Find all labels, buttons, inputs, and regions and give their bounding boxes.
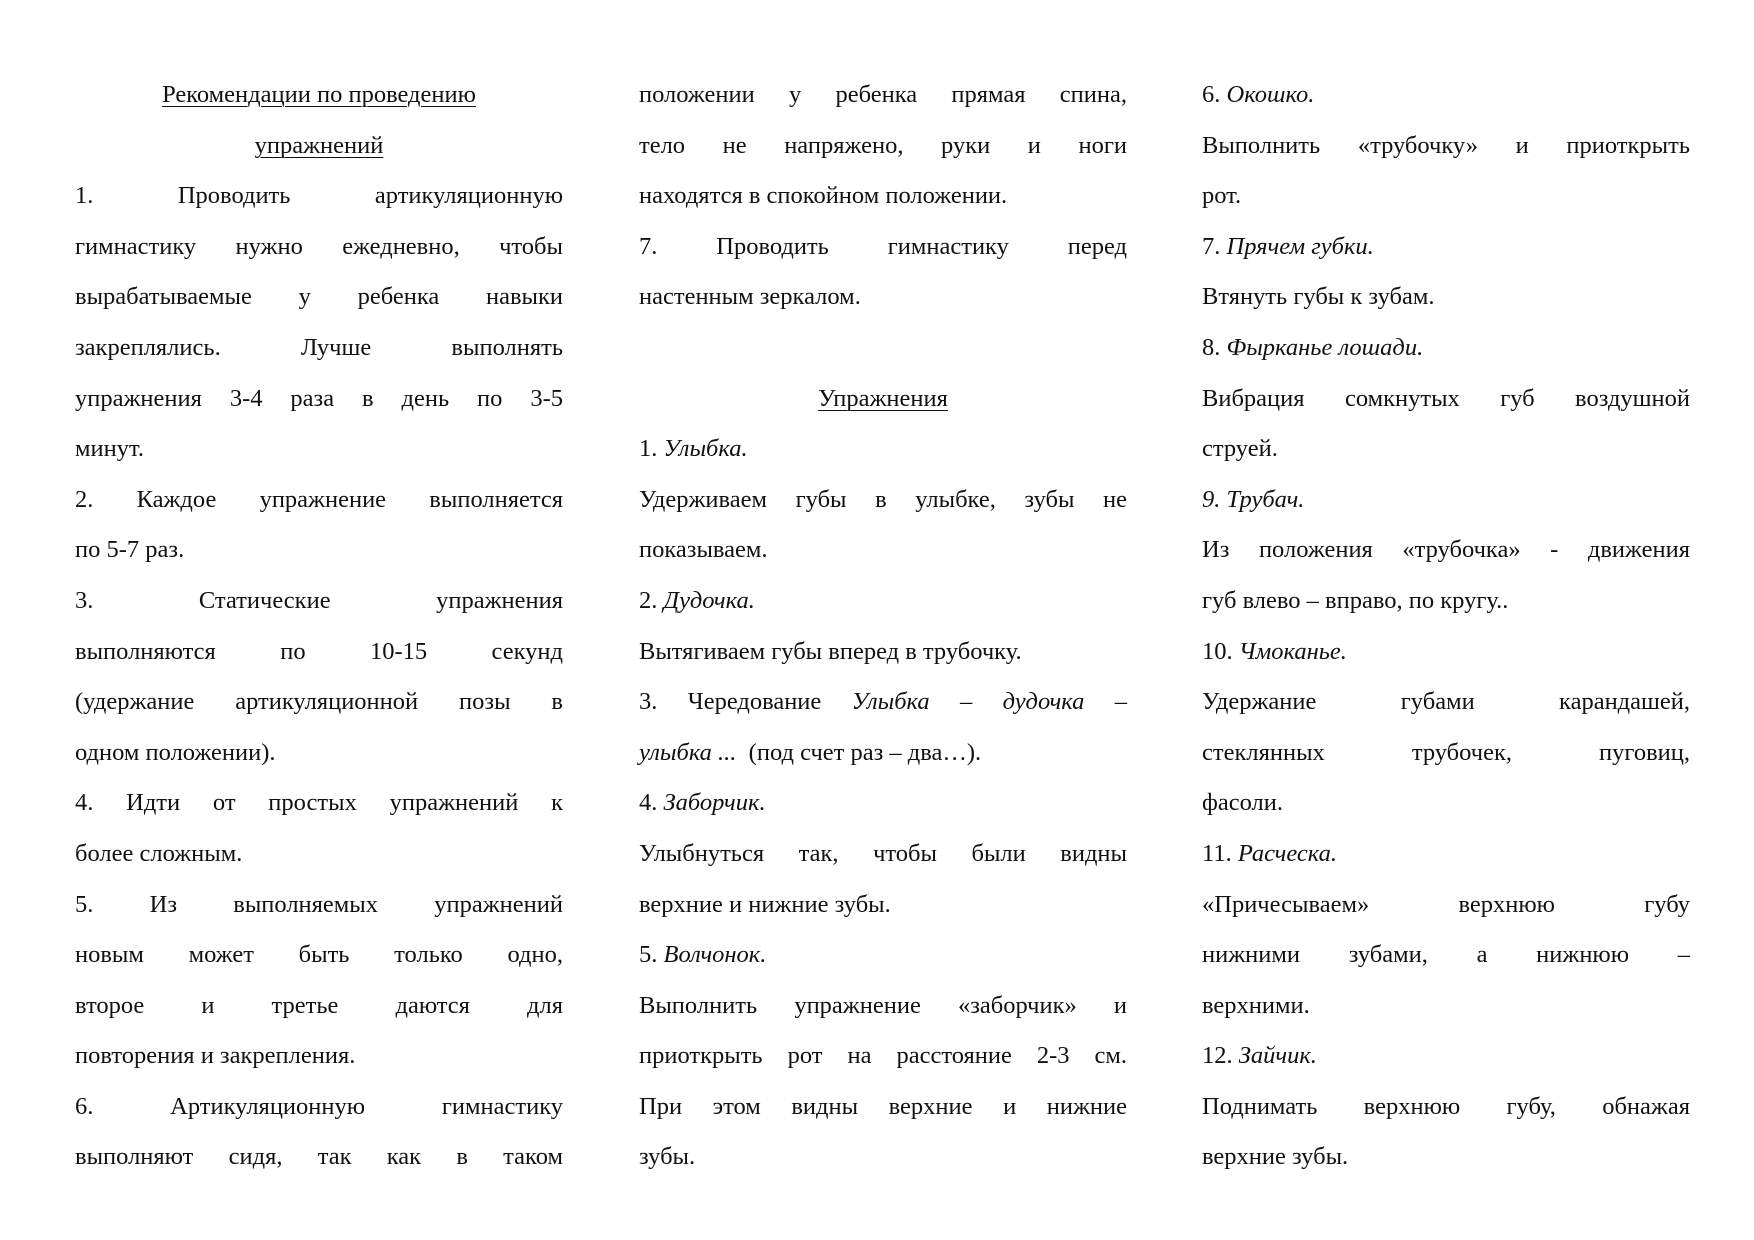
- exercise-3-line: улыбка ... (под счет раз – два…).: [639, 738, 982, 766]
- recommendation-5-line: второе и третье даются для: [75, 991, 563, 1019]
- recommendation-5-line: новым может быть только одно,: [75, 941, 563, 969]
- exercise-4-desc-line: верхние и нижние зубы.: [639, 890, 891, 918]
- recommendation-4-line: более сложным.: [75, 839, 243, 867]
- blank-line: [639, 323, 1127, 374]
- recommendation-6-line: 6. Артикуляционную гимнастику: [75, 1092, 563, 1120]
- exercise-10-desc-line: Удержание губами карандашей,: [1202, 688, 1690, 716]
- exercise-8-desc-line: струей.: [1202, 435, 1278, 463]
- exercise-11-desc-line: верхними.: [1202, 991, 1310, 1019]
- exercise-5-desc-line: приоткрыть рот на расстояние 2-3 см.: [639, 1042, 1127, 1070]
- recommendation-3-line: одном положении).: [75, 738, 276, 766]
- column-exercises-1: [639, 70, 1127, 1183]
- recommendation-1-line: гимнастику нужно ежедневно, чтобы: [75, 232, 563, 260]
- exercise-1-desc-line: Удерживаем губы в улыбке, зубы не: [639, 485, 1127, 513]
- recommendation-6-continued-line: тело не напряжено, руки и ноги: [639, 131, 1127, 159]
- recommendation-5-line: 5. Из выполняемых упражнений: [75, 890, 563, 918]
- exercise-4-title: 4. Заборчик.: [639, 789, 766, 817]
- exercise-11-title: 11. Расческа.: [1202, 839, 1338, 867]
- exercise-4-desc-line: Улыбнуться так, чтобы были видны: [639, 839, 1127, 867]
- exercise-6-desc-line: рот.: [1202, 182, 1242, 210]
- exercise-12-title: 12. Зайчик.: [1202, 1042, 1317, 1070]
- recommendation-7-line: настенным зеркалом.: [639, 283, 861, 311]
- exercise-12-desc-line: Поднимать верхнюю губу, обнажая: [1202, 1092, 1690, 1120]
- exercise-6-desc-line: Выполнить «трубочку» и приоткрыть: [1202, 131, 1690, 159]
- exercise-5-title: 5. Волчонок.: [639, 941, 767, 969]
- recommendation-1-line: минут.: [75, 435, 144, 463]
- exercise-11-desc-line: «Причесываем» верхнюю губу: [1202, 890, 1690, 918]
- exercise-10-desc-line: фасоли.: [1202, 789, 1284, 817]
- exercise-10-title: 10. Чмоканье.: [1202, 637, 1347, 665]
- recommendation-5-line: повторения и закрепления.: [75, 1042, 356, 1070]
- exercise-3-line: 3. Чередование Улыбка – дудочка –: [639, 688, 1127, 716]
- recommendation-1-line: закреплялись. Лучше выполнять: [75, 333, 563, 361]
- exercise-8-desc-line: Вибрация сомкнутых губ воздушной: [1202, 384, 1690, 412]
- recommendations-heading-line2: упражнений: [254, 131, 384, 159]
- recommendation-4-line: 4. Идти от простых упражнений к: [75, 789, 563, 817]
- recommendation-2-line: 2. Каждое упражнение выполняется: [75, 485, 563, 513]
- recommendation-3-line: (удержание артикуляционной позы в: [75, 688, 563, 716]
- recommendation-3-line: выполняются по 10-15 секунд: [75, 637, 563, 665]
- exercise-9-desc-line: губ влево – вправо, по кругу..: [1202, 586, 1509, 614]
- recommendation-1-line: 1. Проводить артикуляционную: [75, 182, 563, 210]
- exercise-5-desc-line: зубы.: [639, 1143, 696, 1171]
- exercise-5-desc-line: Выполнить упражнение «заборчик» и: [639, 991, 1127, 1019]
- exercise-8-title: 8. Фырканье лошади.: [1202, 333, 1424, 361]
- column-recommendations: [75, 70, 563, 1183]
- exercise-6-title: 6. Окошко.: [1202, 81, 1315, 108]
- exercise-7-desc-line: Втянуть губы к зубам.: [1202, 283, 1435, 311]
- exercise-5-desc-line: При этом видны верхние и нижние: [639, 1092, 1127, 1120]
- exercise-1-title: 1. Улыбка.: [639, 435, 748, 463]
- column-exercises-2: [1202, 70, 1690, 1183]
- recommendation-3-line: 3. Статические упражнения: [75, 586, 563, 614]
- recommendation-6-continued-line: положении у ребенка прямая спина,: [639, 81, 1127, 108]
- recommendation-1-line: вырабатываемые у ребенка навыки: [75, 283, 563, 311]
- exercise-11-desc-line: нижними зубами, а нижнюю –: [1202, 941, 1690, 969]
- recommendation-7-line: 7. Проводить гимнастику перед: [639, 232, 1127, 260]
- exercise-2-title: 2. Дудочка.: [639, 586, 755, 614]
- exercise-9-title: 9. Трубач.: [1202, 485, 1305, 513]
- exercise-7-title: 7. Прячем губки.: [1202, 232, 1374, 260]
- recommendation-1-line: упражнения 3-4 раза в день по 3-5: [75, 384, 563, 412]
- exercise-12-desc-line: верхние зубы.: [1202, 1143, 1349, 1171]
- exercise-9-desc-line: Из положения «трубочка» - движения: [1202, 536, 1690, 564]
- recommendation-6-line: выполняют сидя, так как в таком: [75, 1143, 563, 1171]
- recommendations-heading-line1: Рекомендации по проведению: [162, 81, 476, 108]
- recommendation-2-line: по 5-7 раз.: [75, 536, 185, 564]
- exercises-heading: Упражнения: [818, 384, 948, 412]
- exercise-2-desc-line: Вытягиваем губы вперед в трубочку.: [639, 637, 1022, 665]
- exercise-1-desc-line: показываем.: [639, 536, 768, 564]
- recommendation-6-continued-line: находятся в спокойном положении.: [639, 182, 1008, 210]
- exercise-10-desc-line: стеклянных трубочек, пуговиц,: [1202, 738, 1690, 766]
